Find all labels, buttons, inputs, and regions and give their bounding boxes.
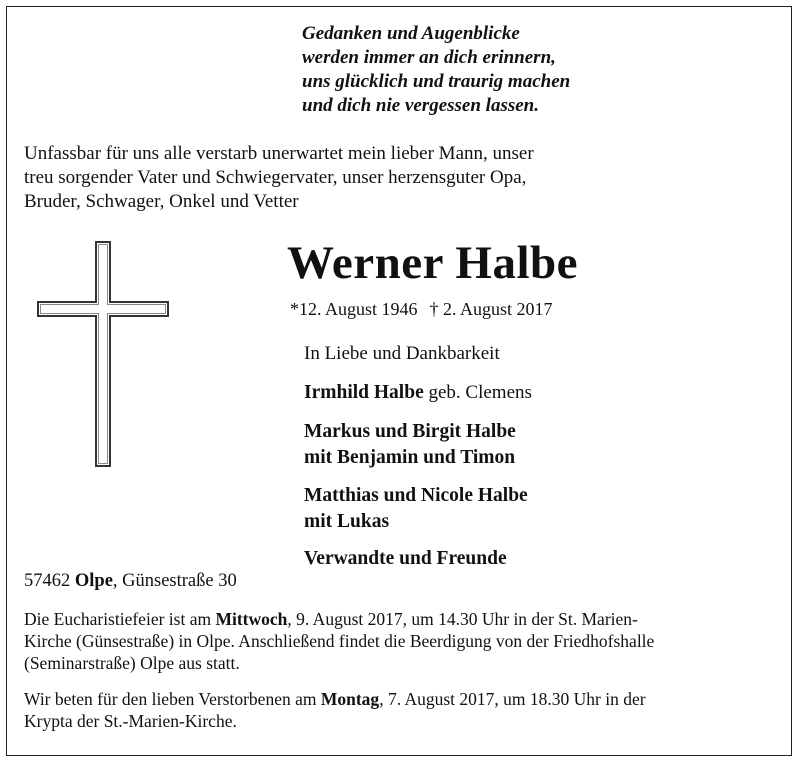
prayer-line — [24, 688, 646, 710]
service-line — [24, 608, 654, 630]
service-paragraph — [24, 608, 654, 674]
poem-line: uns glücklich und traurig machen — [302, 71, 571, 92]
mourner-family-1-children: mit Benjamin und Timon — [304, 447, 516, 468]
intro-text — [24, 142, 534, 214]
service-line: Kirche (Günsestraße) in Olpe. Anschließend findet die Beerdigung von der Friedhofshalle — [24, 631, 655, 651]
service-text: Die Eucharistiefeier ist am — [24, 609, 216, 629]
poem-line: werden immer an dich erinnern, — [302, 47, 556, 68]
mourner-widow — [304, 381, 532, 405]
death-date: † 2. August 2017 — [429, 299, 553, 319]
service-line: (Seminarstraße) Olpe aus statt. — [24, 653, 240, 673]
poem-verse — [302, 22, 570, 118]
intro-line: Bruder, Schwager, Onkel und Vetter — [24, 191, 299, 212]
birth-date: *12. August 1946 — [290, 299, 418, 319]
cross-icon — [34, 240, 174, 470]
prayer-line: Krypta der St.-Marien-Kirche. — [24, 711, 237, 731]
mourner-family-2: Matthias und Nicole Halbe — [304, 485, 528, 506]
poem-line: Gedanken und Augenblicke — [302, 23, 520, 44]
address-street: , Günsestraße 30 — [112, 571, 237, 591]
mourner-family-1: Markus und Birgit Halbe — [304, 421, 516, 442]
widow-maiden-name: geb. Clemens — [423, 382, 532, 403]
prayer-day: Montag — [320, 689, 380, 709]
mourners-heading: In Liebe und Dankbarkeit — [304, 343, 500, 364]
service-day: Mittwoch — [215, 609, 288, 629]
address — [24, 570, 237, 592]
life-dates — [290, 298, 553, 320]
prayer-paragraph — [24, 688, 646, 732]
address-city: Olpe — [74, 571, 113, 591]
intro-line: treu sorgender Vater und Schwiegervater, unser herzensguter Opa, — [24, 167, 527, 188]
address-zip: 57462 — [24, 571, 75, 591]
poem-line: und dich nie vergessen lassen. — [302, 95, 539, 116]
intro-line: Unfassbar für uns alle verstarb unerwartet mein lieber Mann, unser — [24, 143, 534, 164]
deceased-name: Werner Halbe — [287, 237, 579, 289]
mourner-family-2-children: mit Lukas — [304, 511, 390, 532]
widow-name: Irmhild Halbe — [304, 382, 424, 403]
mourner-relatives: Verwandte und Freunde — [304, 548, 507, 569]
service-text: , 9. August 2017, um 14.30 Uhr in der St. Marien- — [287, 609, 638, 629]
prayer-text: Wir beten für den lieben Verstorbenen am — [24, 689, 321, 709]
prayer-text: , 7. August 2017, um 18.30 Uhr in der — [379, 689, 646, 709]
